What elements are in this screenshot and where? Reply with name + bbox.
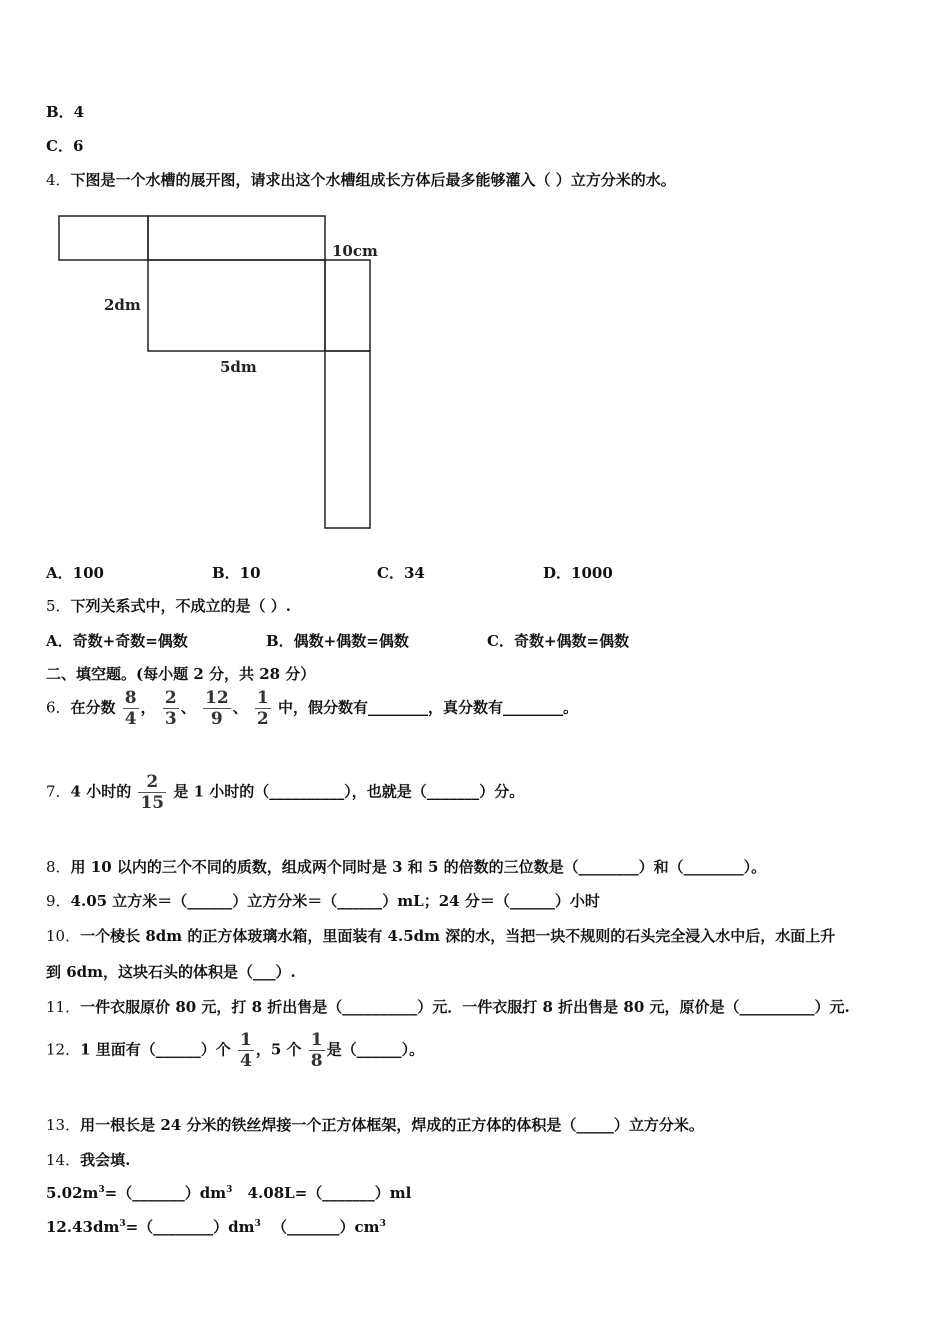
net-face-long — [325, 351, 370, 528]
question-text: 一件衣服原价 80 元，打 8 折出售是（__________）元．一件衣服打 8 折出售是 80 元，原价是（__________）元. — [80, 998, 850, 1016]
option-c[interactable]: C．34 — [377, 564, 425, 582]
option-c-prev: C．6 — [46, 137, 84, 155]
question-text: 一个棱长 8dm 的正方体玻璃水箱，里面装有 4.5dm 深的水，当把一块不规则的石头完全浸入水中后，水面上升 — [80, 927, 836, 945]
question-number: 7． — [46, 782, 71, 801]
fraction: $\frac{12}{9}$ — [204, 688, 229, 729]
question-text-pre: 在分数 — [70, 698, 116, 717]
question-6: 6．在分数 $\frac{8}{4}$ ， $\frac{2}{3}$ 、 $\frac{12}{9}$ 、 $\frac{1}{2}$ 中，假分数有________，真分数有________。 — [46, 688, 578, 729]
option-b[interactable]: B．10 — [212, 564, 261, 582]
question-number: 11． — [46, 998, 81, 1016]
option-a[interactable]: A．100 — [46, 564, 104, 582]
net-face-bottom — [148, 260, 325, 351]
question-text-mid: ，5 个 — [255, 1040, 302, 1059]
question-text: 用一根长是 24 分米的铁丝焊接一个正方体框架，焊成的正方体的体积是（_____）立方分米。 — [80, 1116, 704, 1134]
question-10 — [46, 926, 835, 946]
label-2dm: 2dm — [104, 296, 141, 314]
net-face-top — [148, 216, 325, 260]
fraction: $\frac{2}{3}$ — [164, 688, 177, 729]
question-number: 8． — [46, 858, 71, 876]
fraction: $\frac{1}{8}$ — [310, 1030, 323, 1071]
question-text: 下列关系式中，不成立的是（ ）. — [70, 597, 291, 615]
question-text-post: 中，假分数有________，真分数有________。 — [277, 698, 578, 717]
question-number: 5． — [46, 597, 71, 615]
question-7 — [46, 772, 524, 813]
fraction: $\frac{2}{15}$ — [140, 772, 165, 813]
fraction: $\frac{1}{4}$ — [240, 1030, 252, 1071]
question-text: 下图是一个水槽的展开图，请求出这个水槽组成长方体后最多能够灌入（ ）立方分米的水。 — [70, 171, 676, 189]
question-text-post: 是（______）。 — [326, 1040, 425, 1059]
question-number: 4． — [46, 171, 71, 189]
label-10cm: 10cm — [332, 242, 378, 260]
question-9 — [46, 891, 600, 911]
question-number: 10． — [46, 927, 81, 945]
net-face-right — [325, 260, 370, 351]
question-text-pre: 4 小时的 — [70, 782, 132, 801]
option-d[interactable]: D．1000 — [543, 564, 613, 582]
question-text: 4.05 立方米＝（______）立方分米＝（______）mL；24 分＝（______）小时 — [70, 892, 600, 910]
question-4 — [46, 170, 676, 190]
question-text-post: 是 1 小时的（__________），也就是（_______）分。 — [173, 782, 525, 801]
question-8 — [46, 857, 766, 877]
question-number: 9． — [46, 892, 71, 910]
fraction: $\frac{1}{2}$ — [256, 688, 269, 729]
q14-row-2: $12.43dm^3=(\_\_\_\_\_\_\_\_)dm^3$ $(\_\_\_\_\_\_\_)cm^3$ — [46, 1218, 386, 1236]
option-b-prev: B．4 — [46, 103, 85, 121]
option-b[interactable]: B．偶数+偶数=偶数 — [266, 632, 409, 650]
question-number: 6． — [46, 698, 71, 717]
option-a[interactable]: A．奇数+奇数=偶数 — [46, 632, 188, 650]
q14-row-1: $5.02m^3=(\_\_\_\_\_\_\_)dm^3$ 4.08L=（_______）ml — [46, 1184, 412, 1202]
question-text-pre: 1 里面有（______）个 — [80, 1040, 231, 1059]
question-5 — [46, 596, 291, 616]
question-number: 14． — [46, 1151, 81, 1169]
fraction: $\frac{8}{4}$ — [124, 688, 137, 729]
question-number: 12． — [46, 1040, 81, 1059]
question-11 — [46, 997, 850, 1017]
question-text: 我会填. — [80, 1151, 131, 1169]
question-10-cont: 到 6dm，这块石头的体积是（___）. — [46, 963, 296, 981]
question-number: 13． — [46, 1116, 81, 1134]
question-12 — [46, 1030, 424, 1071]
water-tank-net-figure — [50, 205, 390, 535]
question-13 — [46, 1115, 704, 1135]
option-c[interactable]: C．奇数+偶数=偶数 — [487, 632, 630, 650]
section-heading: 二、填空题。(每小题 2 分，共 28 分） — [46, 665, 316, 683]
question-14 — [46, 1150, 130, 1170]
question-text: 用 10 以内的三个不同的质数，组成两个同时是 3 和 5 的倍数的三位数是（________）和（________）。 — [70, 858, 767, 876]
net-face-small — [59, 216, 148, 260]
label-5dm: 5dm — [220, 358, 257, 376]
